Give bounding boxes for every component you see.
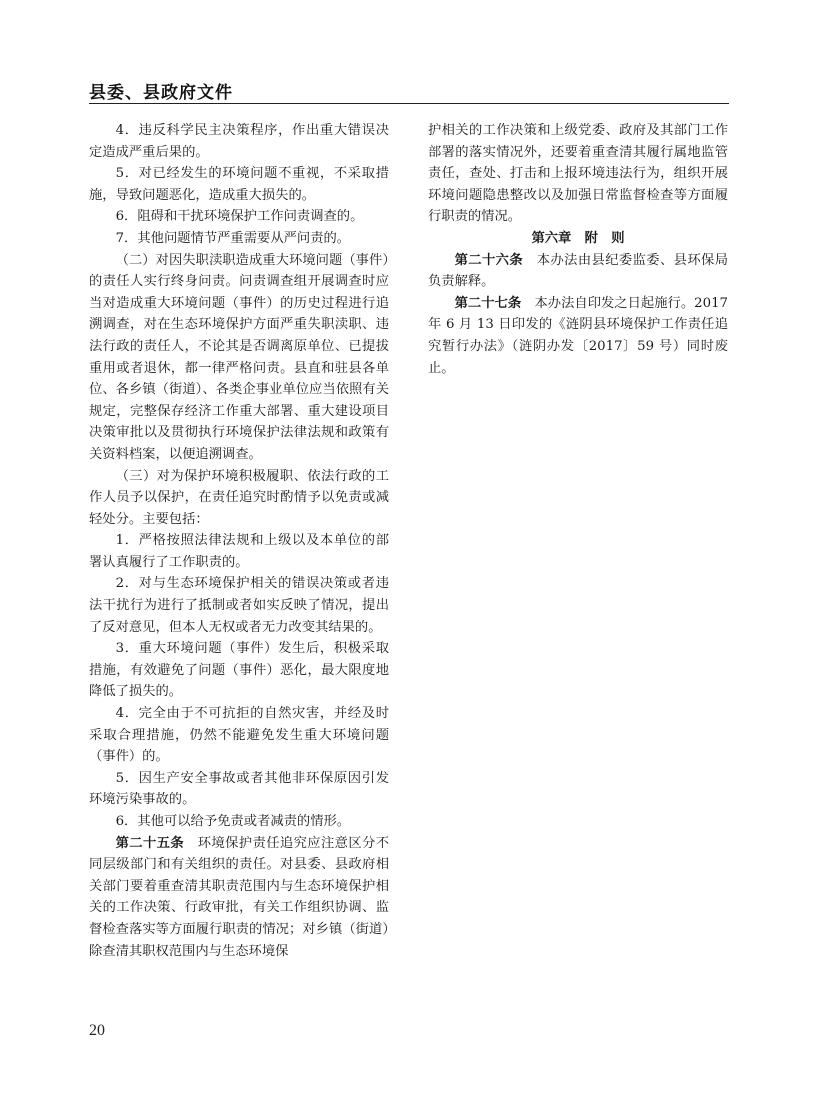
article-26-text: 本办法由县纪委监委、县环保局负责解释。 [428,252,729,290]
paragraph: 4．违反科学民主决策程序，作出重大错误决定造成严重后果的。 [89,123,389,160]
right-column [428,120,728,379]
article-27-text: 本办法自印发之日起施行。2017 年 6 月 13 日印发的《涟阴县环境保护工作责任追究暂行办法》（涟阴办发〔2017〕59 号）同时废止。 [428,295,729,376]
paragraph: 3．重大环境问题（事件）发生后，积极采取措施，有效避免了问题（事件）恶化，最大限度地降低了损失的。 [89,641,389,700]
paragraph: 6．阻碍和干扰环境保护工作问责调查的。 [115,209,364,225]
paragraph: 5．对已经发生的环境问题不重视，不采取措施，导致问题恶化，造成重大损失的。 [89,166,389,203]
chapter-6-title: 第六章 附 则 [531,230,625,246]
article-26-paragraph [428,250,728,293]
paragraph: （二）对因失职渎职造成重大环境问题（事件）的责任人实行终身问责。问责调查组开展调查时应当对造成重大环境问题（事件）的历史过程进行追溯调查，对在生态环境保护方面严重失职渎职、违法行政的责任人，不论其是否调离原单位、已提拔重用或者退休，都一律严格问责。县直和驻县各单位、各乡镇（街道）、各类企事业单位应当依照有关规定，完整保存经济工作重大部署、重大建设项目决策审批以及贯彻执行环境保护法律法规和政策有关资料档案，以便追溯调查。 [89,252,389,462]
document-header-title: 县委、县政府文件 [89,83,233,103]
left-column [89,120,389,962]
article-27-paragraph [428,293,728,379]
paragraph: 4．完全由于不可抗拒的自然灾害，并经及时采取合理措施，仍然不能避免发生重大环境问题（事件）的。 [89,706,389,765]
article-25-text-left: 环境保护责任追究应注意区分不同层级部门和有关组织的责任。对县委、县政府相关部门要着重查清其职责范围内与生态环境保护相关的工作决策、行政审批，有关工作组织协调、监督检查落实等方面履行职责的情况；对乡镇（街道）除查清其职权范围内与生态环境保 [89,835,390,959]
paragraph: 1．严格按照法律法规和上级以及本单位的部署认真履行了工作职责的。 [89,533,389,570]
article-25-paragraph [89,833,389,963]
paragraph: 5．因生产安全事故或者其他非环保原因引发环境污染事故的。 [89,770,389,808]
article-27-label: 第二十七条 [454,295,522,311]
paragraph: 6．其他可以给予免责或者减责的情形。 [115,814,351,829]
paragraph: 7．其他问题情节严重需要从严问责的。 [115,230,351,246]
article-26-label: 第二十六条 [454,252,524,268]
page-number: 20 [89,1022,105,1039]
paragraph: 2．对与生态环境保护相关的错误决策或者违法干扰行为进行了抵制或者如实反映了情况，提出了反对意见，但本人无权或者无力改变其结果的。 [89,576,389,635]
paragraph: （三）对为保护环境积极履职、依法行政的工作人员予以保护，在责任追究时酌情予以免责或减轻处分。主要包括： [89,468,389,527]
header-rule [89,103,729,104]
article-25-continuation: 护相关的工作决策和上级党委、政府及其部门工作部署的落实情况外，还要着重查清其履行属地监管责任，查处、打击和上报环境违法行为，组织开展环境问题隐患整改以及加强日常监督检查等方面履行职责的情况。 [428,123,728,225]
article-25-label: 第二十五条 [115,835,185,851]
